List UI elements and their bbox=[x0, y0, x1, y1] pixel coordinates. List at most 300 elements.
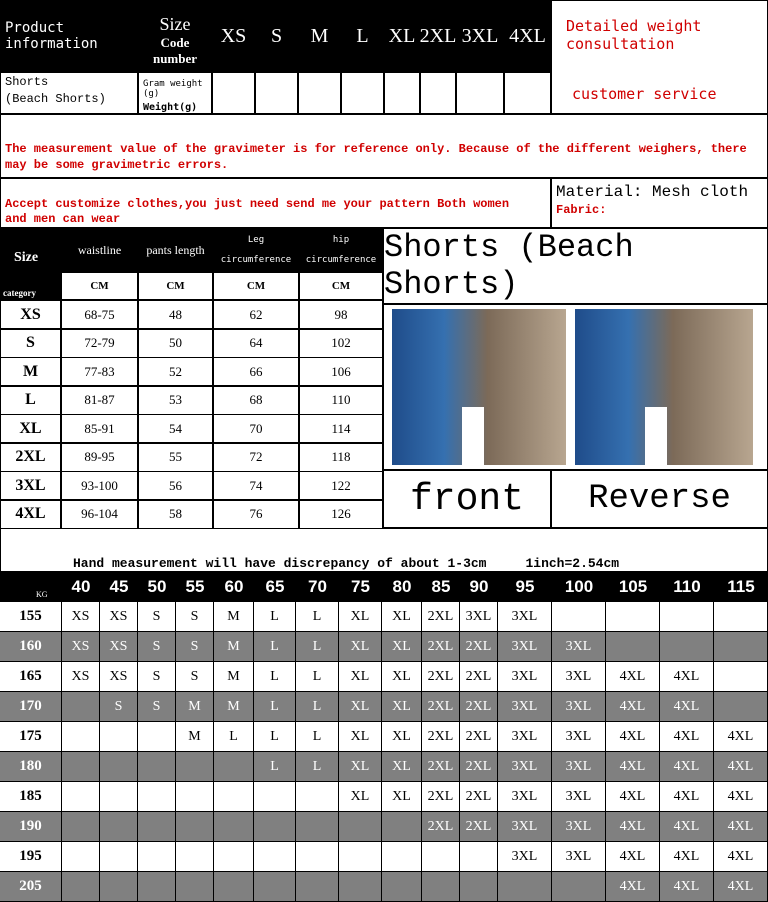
size-cell-leg: 66 bbox=[213, 357, 299, 386]
gravimeter-notice-text: The measurement value of the gravimeter is for reference only. Because of the different weighers, there may be some gravimetric errors. bbox=[5, 142, 747, 172]
height-label: 180 bbox=[0, 752, 62, 782]
size-recommendation: XL bbox=[382, 602, 422, 632]
size-recommendation bbox=[214, 812, 254, 842]
size-cell-waist: 72-79 bbox=[61, 329, 138, 358]
size-recommendation bbox=[422, 872, 460, 902]
size-column-0: waistline bbox=[61, 228, 138, 272]
height-row-205 bbox=[0, 872, 768, 902]
size-recommendation: 4XL bbox=[606, 812, 660, 842]
size-recommendation bbox=[138, 842, 176, 872]
weight-kg-70: 70 bbox=[296, 572, 339, 602]
size-code-m: M bbox=[298, 0, 341, 72]
size-recommendation: 3XL bbox=[552, 782, 606, 812]
weight-kg-55: 55 bbox=[176, 572, 214, 602]
code-label: Code bbox=[160, 35, 190, 50]
size-recommendation bbox=[382, 842, 422, 872]
size-recommendation: L bbox=[296, 602, 339, 632]
height-row-165 bbox=[0, 662, 768, 692]
size-recommendation: L bbox=[296, 692, 339, 722]
size-recommendation bbox=[214, 782, 254, 812]
size-unit-2: CM bbox=[213, 272, 299, 300]
size-recommendation: 4XL bbox=[660, 782, 714, 812]
size-recommendation: M bbox=[176, 692, 214, 722]
size-recommendation: XL bbox=[382, 722, 422, 752]
size-recommendation: S bbox=[138, 692, 176, 722]
size-row-label: 4XL bbox=[0, 500, 61, 529]
weight-kg-85: 85 bbox=[422, 572, 460, 602]
size-unit-1: CM bbox=[138, 272, 213, 300]
size-recommendation bbox=[606, 632, 660, 662]
size-recommendation bbox=[606, 602, 660, 632]
size-recommendation bbox=[254, 842, 296, 872]
size-recommendation bbox=[176, 812, 214, 842]
size-category-header bbox=[0, 228, 61, 272]
size-cell-waist: 81-87 bbox=[61, 386, 138, 415]
size-recommendation: S bbox=[176, 662, 214, 692]
height-row-170 bbox=[0, 692, 768, 722]
reverse-photo bbox=[575, 309, 753, 465]
gram-weight-value-xs bbox=[212, 72, 255, 114]
size-recommendation: 3XL bbox=[498, 602, 552, 632]
gram-weight-value-l bbox=[341, 72, 384, 114]
gram-weight-value-xl bbox=[384, 72, 420, 114]
size-recommendation bbox=[176, 842, 214, 872]
weight-corner-label: KG bbox=[0, 572, 62, 602]
size-recommendation: 2XL bbox=[460, 722, 498, 752]
gram-weight-value-2xl bbox=[420, 72, 456, 114]
customize-notice-text: Accept customize clothes,you just need send me your pattern Both women and men can wear bbox=[5, 197, 510, 226]
product-title-box bbox=[383, 228, 768, 304]
size-cell-length: 54 bbox=[138, 414, 213, 443]
size-recommendation bbox=[714, 662, 768, 692]
size-recommendation bbox=[100, 872, 138, 902]
size-recommendation: L bbox=[296, 752, 339, 782]
size-recommendation bbox=[339, 872, 382, 902]
product-photos-box bbox=[383, 304, 768, 470]
size-recommendation: XL bbox=[339, 602, 382, 632]
weight-kg-40: 40 bbox=[62, 572, 100, 602]
size-recommendation bbox=[660, 632, 714, 662]
size-recommendation: 4XL bbox=[660, 662, 714, 692]
size-recommendation bbox=[100, 722, 138, 752]
size-recommendation: XL bbox=[339, 632, 382, 662]
size-recommendation: XS bbox=[62, 632, 100, 662]
size-cell-leg: 74 bbox=[213, 471, 299, 500]
height-label: 205 bbox=[0, 872, 62, 902]
size-recommendation: 4XL bbox=[714, 782, 768, 812]
front-label: front bbox=[409, 477, 525, 521]
size-recommendation: L bbox=[254, 662, 296, 692]
weight-kg-60: 60 bbox=[214, 572, 254, 602]
size-recommendation bbox=[460, 842, 498, 872]
size-recommendation: 3XL bbox=[552, 662, 606, 692]
size-recommendation: 2XL bbox=[422, 662, 460, 692]
height-row-175 bbox=[0, 722, 768, 752]
size-recommendation: S bbox=[100, 692, 138, 722]
size-unit-0: CM bbox=[61, 272, 138, 300]
size-recommendation: 4XL bbox=[660, 692, 714, 722]
size-recommendation: M bbox=[214, 602, 254, 632]
category-header-label: category bbox=[3, 288, 36, 298]
size-recommendation bbox=[339, 812, 382, 842]
size-recommendation bbox=[254, 812, 296, 842]
size-recommendation: 3XL bbox=[498, 782, 552, 812]
size-recommendation bbox=[339, 842, 382, 872]
size-recommendation bbox=[138, 872, 176, 902]
size-recommendation: 3XL bbox=[498, 632, 552, 662]
customize-notice bbox=[0, 178, 551, 228]
size-header-label: Size bbox=[14, 250, 39, 265]
size-row-label: 2XL bbox=[0, 443, 61, 472]
gram-weight-value-4xl bbox=[504, 72, 551, 114]
size-cell-waist: 89-95 bbox=[61, 443, 138, 472]
size-cell-leg: 62 bbox=[213, 300, 299, 329]
size-column-3: hip circumference bbox=[299, 228, 383, 272]
weight-header-row bbox=[0, 572, 768, 602]
size-recommendation bbox=[100, 782, 138, 812]
size-recommendation: 3XL bbox=[552, 692, 606, 722]
size-cell-hip: 122 bbox=[299, 471, 383, 500]
size-recommendation: L bbox=[296, 662, 339, 692]
size-recommendation: 2XL bbox=[460, 632, 498, 662]
size-recommendation: 2XL bbox=[422, 782, 460, 812]
size-recommendation bbox=[62, 782, 100, 812]
size-recommendation: L bbox=[296, 722, 339, 752]
size-row-label: S bbox=[0, 329, 61, 358]
size-recommendation: 3XL bbox=[552, 632, 606, 662]
size-recommendation: 3XL bbox=[498, 812, 552, 842]
size-recommendation: L bbox=[254, 722, 296, 752]
category-header bbox=[0, 272, 61, 300]
consultation-line-2: customer service bbox=[572, 85, 717, 103]
size-row-label: XS bbox=[0, 300, 61, 329]
size-recommendation: XS bbox=[100, 602, 138, 632]
size-recommendation bbox=[62, 722, 100, 752]
size-recommendation bbox=[460, 872, 498, 902]
size-recommendation: 4XL bbox=[714, 722, 768, 752]
size-recommendation: 4XL bbox=[660, 812, 714, 842]
gram-weight-label: Gram weight (g) bbox=[143, 79, 203, 99]
weight-kg-110: 110 bbox=[660, 572, 714, 602]
size-cell-hip: 118 bbox=[299, 443, 383, 472]
size-column-2: Leg circumference bbox=[213, 228, 299, 272]
size-cell-waist: 93-100 bbox=[61, 471, 138, 500]
size-recommendation bbox=[296, 842, 339, 872]
size-cell-leg: 70 bbox=[213, 414, 299, 443]
size-recommendation: M bbox=[214, 692, 254, 722]
size-recommendation bbox=[62, 812, 100, 842]
size-recommendation: 2XL bbox=[460, 782, 498, 812]
size-recommendation: 4XL bbox=[606, 722, 660, 752]
height-label: 175 bbox=[0, 722, 62, 752]
size-recommendation: 2XL bbox=[422, 722, 460, 752]
size-recommendation bbox=[100, 812, 138, 842]
size-cell-length: 52 bbox=[138, 357, 213, 386]
height-row-185 bbox=[0, 782, 768, 812]
height-label: 190 bbox=[0, 812, 62, 842]
size-recommendation bbox=[138, 722, 176, 752]
height-label: 185 bbox=[0, 782, 62, 812]
size-recommendation: 4XL bbox=[714, 842, 768, 872]
height-label: 195 bbox=[0, 842, 62, 872]
size-recommendation: S bbox=[138, 602, 176, 632]
size-recommendation: L bbox=[254, 692, 296, 722]
size-recommendation bbox=[62, 752, 100, 782]
size-recommendation: 4XL bbox=[606, 662, 660, 692]
size-recommendation: 3XL bbox=[498, 842, 552, 872]
size-row-label: XL bbox=[0, 414, 61, 443]
size-recommendation: 4XL bbox=[660, 872, 714, 902]
size-cell-hip: 106 bbox=[299, 357, 383, 386]
size-cell-leg: 68 bbox=[213, 386, 299, 415]
size-cell-hip: 126 bbox=[299, 500, 383, 529]
size-recommendation: L bbox=[254, 632, 296, 662]
gram-weight-cell bbox=[138, 72, 212, 114]
size-cell-length: 56 bbox=[138, 471, 213, 500]
size-recommendation: 2XL bbox=[422, 752, 460, 782]
size-recommendation: 3XL bbox=[552, 842, 606, 872]
size-recommendation: S bbox=[138, 662, 176, 692]
size-recommendation: L bbox=[254, 602, 296, 632]
size-recommendation bbox=[214, 752, 254, 782]
hand-measurement-text: Hand measurement will have discrepancy of about 1-3cm 1inch=2.54cm bbox=[73, 556, 620, 571]
size-recommendation bbox=[254, 782, 296, 812]
height-label: 160 bbox=[0, 632, 62, 662]
size-cell-leg: 72 bbox=[213, 443, 299, 472]
size-recommendation: 2XL bbox=[460, 812, 498, 842]
product-name-line-1: Shorts bbox=[5, 75, 49, 89]
fabric-label: Fabric: bbox=[556, 203, 607, 217]
size-recommendation: 4XL bbox=[714, 812, 768, 842]
weight-kg-45: 45 bbox=[100, 572, 138, 602]
size-cell-hip: 98 bbox=[299, 300, 383, 329]
size-recommendation: 4XL bbox=[606, 782, 660, 812]
size-recommendation bbox=[422, 842, 460, 872]
size-recommendation: L bbox=[254, 752, 296, 782]
reverse-label: Reverse bbox=[588, 480, 731, 518]
size-recommendation: XL bbox=[339, 752, 382, 782]
size-recommendation: 4XL bbox=[606, 842, 660, 872]
height-row-155 bbox=[0, 602, 768, 632]
weight-kg-50: 50 bbox=[138, 572, 176, 602]
gram-weight-value-3xl bbox=[456, 72, 504, 114]
size-code-xl: XL bbox=[384, 0, 420, 72]
size-recommendation: XL bbox=[339, 782, 382, 812]
size-code-s: S bbox=[255, 0, 298, 72]
size-recommendation bbox=[62, 692, 100, 722]
size-recommendation bbox=[214, 842, 254, 872]
size-recommendation bbox=[552, 602, 606, 632]
size-recommendation: XL bbox=[382, 662, 422, 692]
size-recommendation bbox=[382, 872, 422, 902]
size-recommendation bbox=[138, 752, 176, 782]
size-recommendation: L bbox=[214, 722, 254, 752]
front-label-box bbox=[383, 470, 551, 528]
weight-kg-90: 90 bbox=[460, 572, 498, 602]
size-recommendation: XS bbox=[62, 602, 100, 632]
weight-kg-105: 105 bbox=[606, 572, 660, 602]
size-recommendation: 2XL bbox=[460, 692, 498, 722]
weight-kg-100: 100 bbox=[552, 572, 606, 602]
size-label: Size bbox=[159, 14, 191, 34]
height-label: 165 bbox=[0, 662, 62, 692]
size-cell-hip: 110 bbox=[299, 386, 383, 415]
size-recommendation: 4XL bbox=[660, 752, 714, 782]
size-cell-length: 58 bbox=[138, 500, 213, 529]
weight-g-label: Weight(g) bbox=[143, 102, 198, 113]
size-recommendation: 3XL bbox=[498, 752, 552, 782]
size-cell-length: 48 bbox=[138, 300, 213, 329]
size-recommendation: 4XL bbox=[714, 872, 768, 902]
size-recommendation: 2XL bbox=[422, 692, 460, 722]
size-recommendation: XL bbox=[382, 752, 422, 782]
size-recommendation: M bbox=[214, 632, 254, 662]
size-recommendation bbox=[296, 782, 339, 812]
height-row-195 bbox=[0, 842, 768, 872]
size-recommendation: 3XL bbox=[498, 662, 552, 692]
size-cell-hip: 102 bbox=[299, 329, 383, 358]
consultation-line-1: Detailed weight consultation bbox=[566, 17, 702, 53]
size-recommendation: 2XL bbox=[422, 812, 460, 842]
weight-kg-115: 115 bbox=[714, 572, 768, 602]
material-box bbox=[551, 178, 768, 228]
gram-weight-value-s bbox=[255, 72, 298, 114]
size-recommendation: XL bbox=[339, 722, 382, 752]
size-recommendation bbox=[214, 872, 254, 902]
gravimeter-notice bbox=[0, 114, 768, 178]
size-recommendation: 2XL bbox=[460, 752, 498, 782]
size-recommendation bbox=[498, 872, 552, 902]
size-recommendation bbox=[296, 812, 339, 842]
size-recommendation bbox=[660, 602, 714, 632]
size-recommendation: 3XL bbox=[498, 722, 552, 752]
size-row-label: M bbox=[0, 357, 61, 386]
size-cell-hip: 114 bbox=[299, 414, 383, 443]
size-code-header bbox=[138, 0, 212, 72]
size-recommendation: XS bbox=[100, 662, 138, 692]
size-cell-leg: 64 bbox=[213, 329, 299, 358]
size-cell-waist: 85-91 bbox=[61, 414, 138, 443]
size-cell-length: 50 bbox=[138, 329, 213, 358]
weight-kg-80: 80 bbox=[382, 572, 422, 602]
size-recommendation bbox=[138, 812, 176, 842]
size-recommendation: 2XL bbox=[460, 662, 498, 692]
product-information-label: Product information bbox=[5, 20, 98, 52]
size-recommendation bbox=[138, 782, 176, 812]
size-row-label: L bbox=[0, 386, 61, 415]
size-cell-waist: 68-75 bbox=[61, 300, 138, 329]
consultation-box bbox=[551, 0, 768, 114]
size-recommendation: 3XL bbox=[498, 692, 552, 722]
size-recommendation: 2XL bbox=[422, 602, 460, 632]
size-recommendation: 4XL bbox=[606, 752, 660, 782]
size-recommendation bbox=[176, 752, 214, 782]
weight-kg-65: 65 bbox=[254, 572, 296, 602]
size-recommendation: 4XL bbox=[714, 752, 768, 782]
size-recommendation: XL bbox=[382, 692, 422, 722]
size-recommendation bbox=[62, 872, 100, 902]
size-code-4xl: 4XL bbox=[504, 0, 551, 72]
size-recommendation bbox=[254, 872, 296, 902]
product-name-line-2: (Beach Shorts) bbox=[5, 92, 106, 106]
material-value: Mesh cloth bbox=[652, 183, 749, 201]
size-code-3xl: 3XL bbox=[456, 0, 504, 72]
size-cell-waist: 77-83 bbox=[61, 357, 138, 386]
size-recommendation bbox=[714, 632, 768, 662]
size-row-label: 3XL bbox=[0, 471, 61, 500]
size-recommendation: 3XL bbox=[460, 602, 498, 632]
size-cell-waist: 96-104 bbox=[61, 500, 138, 529]
hand-measurement-note bbox=[0, 528, 768, 572]
height-label: 155 bbox=[0, 602, 62, 632]
size-recommendation: XS bbox=[62, 662, 100, 692]
size-recommendation bbox=[100, 842, 138, 872]
size-code-xs: XS bbox=[212, 0, 255, 72]
size-recommendation bbox=[296, 872, 339, 902]
size-recommendation: 2XL bbox=[422, 632, 460, 662]
size-cell-length: 55 bbox=[138, 443, 213, 472]
weight-kg-75: 75 bbox=[339, 572, 382, 602]
number-label: number bbox=[152, 51, 198, 66]
size-recommendation bbox=[714, 692, 768, 722]
reverse-label-box bbox=[551, 470, 768, 528]
size-recommendation bbox=[100, 752, 138, 782]
size-recommendation: 3XL bbox=[552, 752, 606, 782]
height-row-180 bbox=[0, 752, 768, 782]
size-recommendation: XL bbox=[382, 782, 422, 812]
size-recommendation bbox=[714, 602, 768, 632]
size-recommendation: 4XL bbox=[660, 842, 714, 872]
size-recommendation: M bbox=[176, 722, 214, 752]
material-label: Material: bbox=[556, 183, 643, 201]
size-recommendation: S bbox=[176, 632, 214, 662]
product-name-cell bbox=[0, 72, 138, 114]
height-row-190 bbox=[0, 812, 768, 842]
size-code-2xl: 2XL bbox=[420, 0, 456, 72]
size-recommendation: XL bbox=[339, 692, 382, 722]
size-recommendation: XL bbox=[339, 662, 382, 692]
size-recommendation: XL bbox=[382, 632, 422, 662]
size-recommendation bbox=[382, 812, 422, 842]
product-title: Shorts (Beach Shorts) bbox=[384, 229, 634, 303]
size-code-l: L bbox=[341, 0, 384, 72]
height-label: 170 bbox=[0, 692, 62, 722]
size-recommendation: 4XL bbox=[606, 872, 660, 902]
size-recommendation: M bbox=[214, 662, 254, 692]
size-recommendation: 3XL bbox=[552, 722, 606, 752]
size-recommendation bbox=[176, 872, 214, 902]
size-recommendation: 4XL bbox=[606, 692, 660, 722]
size-recommendation: L bbox=[296, 632, 339, 662]
size-recommendation: 3XL bbox=[552, 812, 606, 842]
size-cell-length: 53 bbox=[138, 386, 213, 415]
size-recommendation: XS bbox=[100, 632, 138, 662]
size-recommendation: 4XL bbox=[660, 722, 714, 752]
size-cell-leg: 76 bbox=[213, 500, 299, 529]
size-recommendation: S bbox=[138, 632, 176, 662]
size-recommendation bbox=[62, 842, 100, 872]
size-recommendation: S bbox=[176, 602, 214, 632]
front-photo bbox=[392, 309, 566, 465]
size-recommendation bbox=[176, 782, 214, 812]
height-row-160 bbox=[0, 632, 768, 662]
weight-kg-95: 95 bbox=[498, 572, 552, 602]
product-information-header bbox=[0, 0, 138, 72]
gram-weight-value-m bbox=[298, 72, 341, 114]
size-column-1: pants length bbox=[138, 228, 213, 272]
size-unit-3: CM bbox=[299, 272, 383, 300]
size-recommendation bbox=[552, 872, 606, 902]
